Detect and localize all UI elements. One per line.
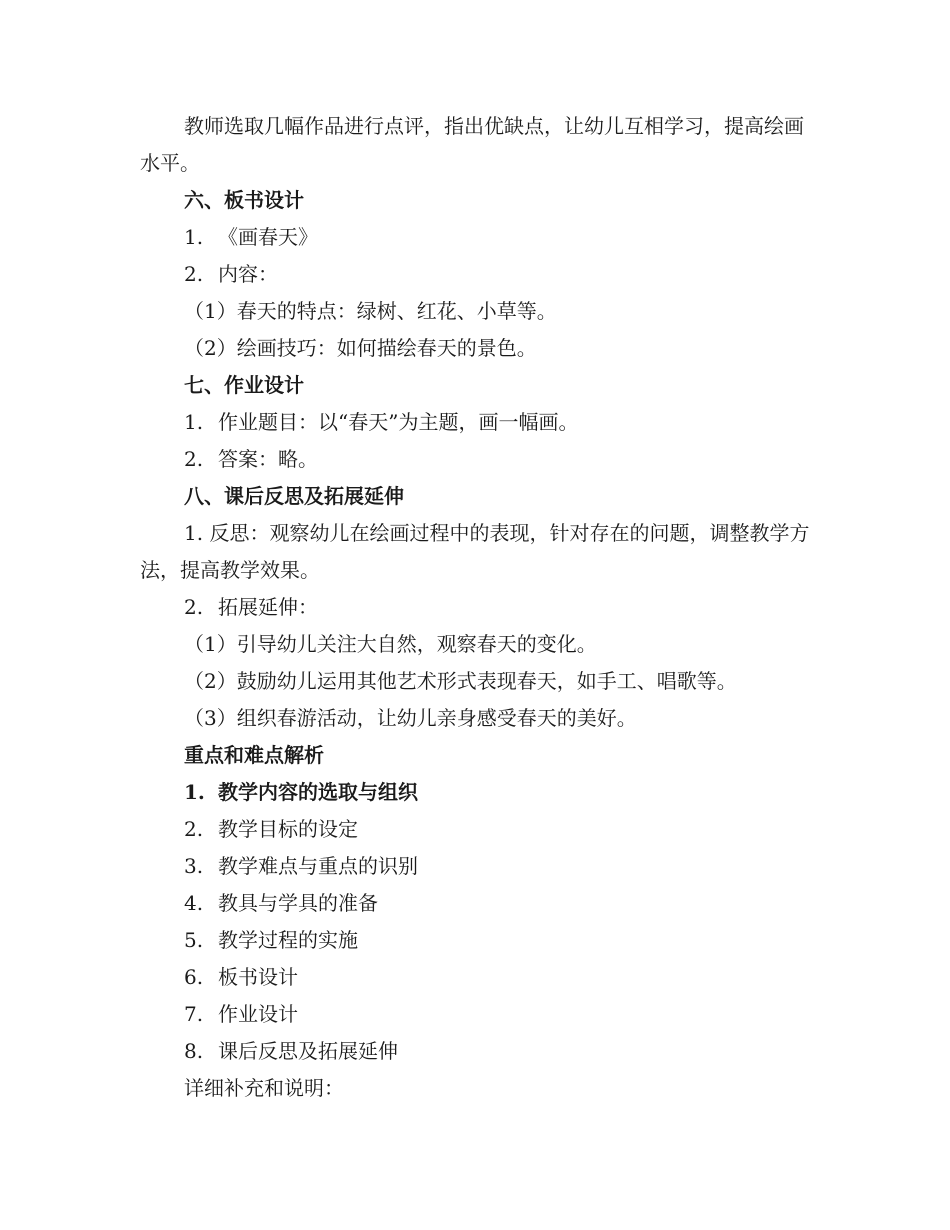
list-text: 拓展延伸： bbox=[218, 595, 318, 619]
list-item bbox=[140, 885, 810, 922]
list-number: 1. bbox=[184, 225, 204, 249]
paragraph-reflection: 1. 反思：观察幼儿在绘画过程中的表现，针对存在的问题，调整教学方法，提高教学效果。 bbox=[140, 521, 810, 582]
list-item bbox=[140, 589, 810, 626]
list-text: 作业设计 bbox=[218, 1002, 298, 1026]
list-number: 1. bbox=[184, 410, 204, 434]
list-number: 2. bbox=[184, 817, 204, 841]
list-item bbox=[140, 922, 810, 959]
list-item bbox=[140, 441, 810, 478]
list-number: 4. bbox=[184, 891, 204, 915]
list-number: 3. bbox=[184, 854, 204, 878]
list-text: 教学内容的选取与组织 bbox=[218, 780, 418, 804]
list-number: 7. bbox=[184, 1002, 204, 1026]
list-item bbox=[140, 404, 810, 441]
list-text: 板书设计 bbox=[218, 965, 298, 989]
list-item bbox=[140, 959, 810, 996]
list-item bbox=[140, 811, 810, 848]
sub-list-item: （1）引导幼儿关注大自然，观察春天的变化。 bbox=[184, 632, 597, 656]
list-item bbox=[140, 256, 810, 293]
list-text: 教具与学具的准备 bbox=[218, 891, 378, 915]
list-text: 作业题目：以“春天”为主题，画一幅画。 bbox=[218, 410, 579, 434]
list-text: 《画春天》 bbox=[218, 225, 318, 249]
sub-list-item: （1）春天的特点：绿树、红花、小草等。 bbox=[184, 299, 557, 323]
heading-key-points: 重点和难点解析 bbox=[184, 743, 324, 767]
list-text: 答案：略。 bbox=[218, 447, 318, 471]
list-number: 8. bbox=[184, 1039, 204, 1063]
list-item bbox=[140, 848, 810, 885]
heading-homework-design: 七、作业设计 bbox=[184, 373, 304, 397]
list-number: 6. bbox=[184, 965, 204, 989]
list-number: 2. bbox=[184, 595, 204, 619]
list-text: 课后反思及拓展延伸 bbox=[218, 1039, 398, 1063]
list-number: 5. bbox=[184, 928, 204, 952]
document-body bbox=[140, 108, 810, 1107]
list-text: 教学过程的实施 bbox=[218, 928, 358, 952]
sub-list-item: （3）组织春游活动，让幼儿亲身感受春天的美好。 bbox=[184, 706, 637, 730]
list-number: 1. bbox=[184, 780, 205, 804]
heading-reflection: 八、课后反思及拓展延伸 bbox=[184, 484, 404, 508]
list-item-bold bbox=[140, 774, 810, 811]
sub-list-item: （2）绘画技巧：如何描绘春天的景色。 bbox=[184, 336, 537, 360]
list-item bbox=[140, 1033, 810, 1070]
sub-list-item: （2）鼓励幼儿运用其他艺术形式表现春天，如手工、唱歌等。 bbox=[184, 669, 737, 693]
heading-board-design: 六、板书设计 bbox=[184, 188, 304, 212]
paragraph-supplement: 详细补充和说明： bbox=[184, 1076, 344, 1100]
list-item bbox=[140, 219, 810, 256]
paragraph-review: 教师选取几幅作品进行点评，指出优缺点，让幼儿互相学习，提高绘画水平。 bbox=[140, 114, 804, 175]
list-number: 2. bbox=[184, 262, 204, 286]
list-text: 教学目标的设定 bbox=[218, 817, 358, 841]
list-item bbox=[140, 996, 810, 1033]
list-text: 内容： bbox=[218, 262, 278, 286]
list-number: 2. bbox=[184, 447, 204, 471]
list-text: 教学难点与重点的识别 bbox=[218, 854, 418, 878]
